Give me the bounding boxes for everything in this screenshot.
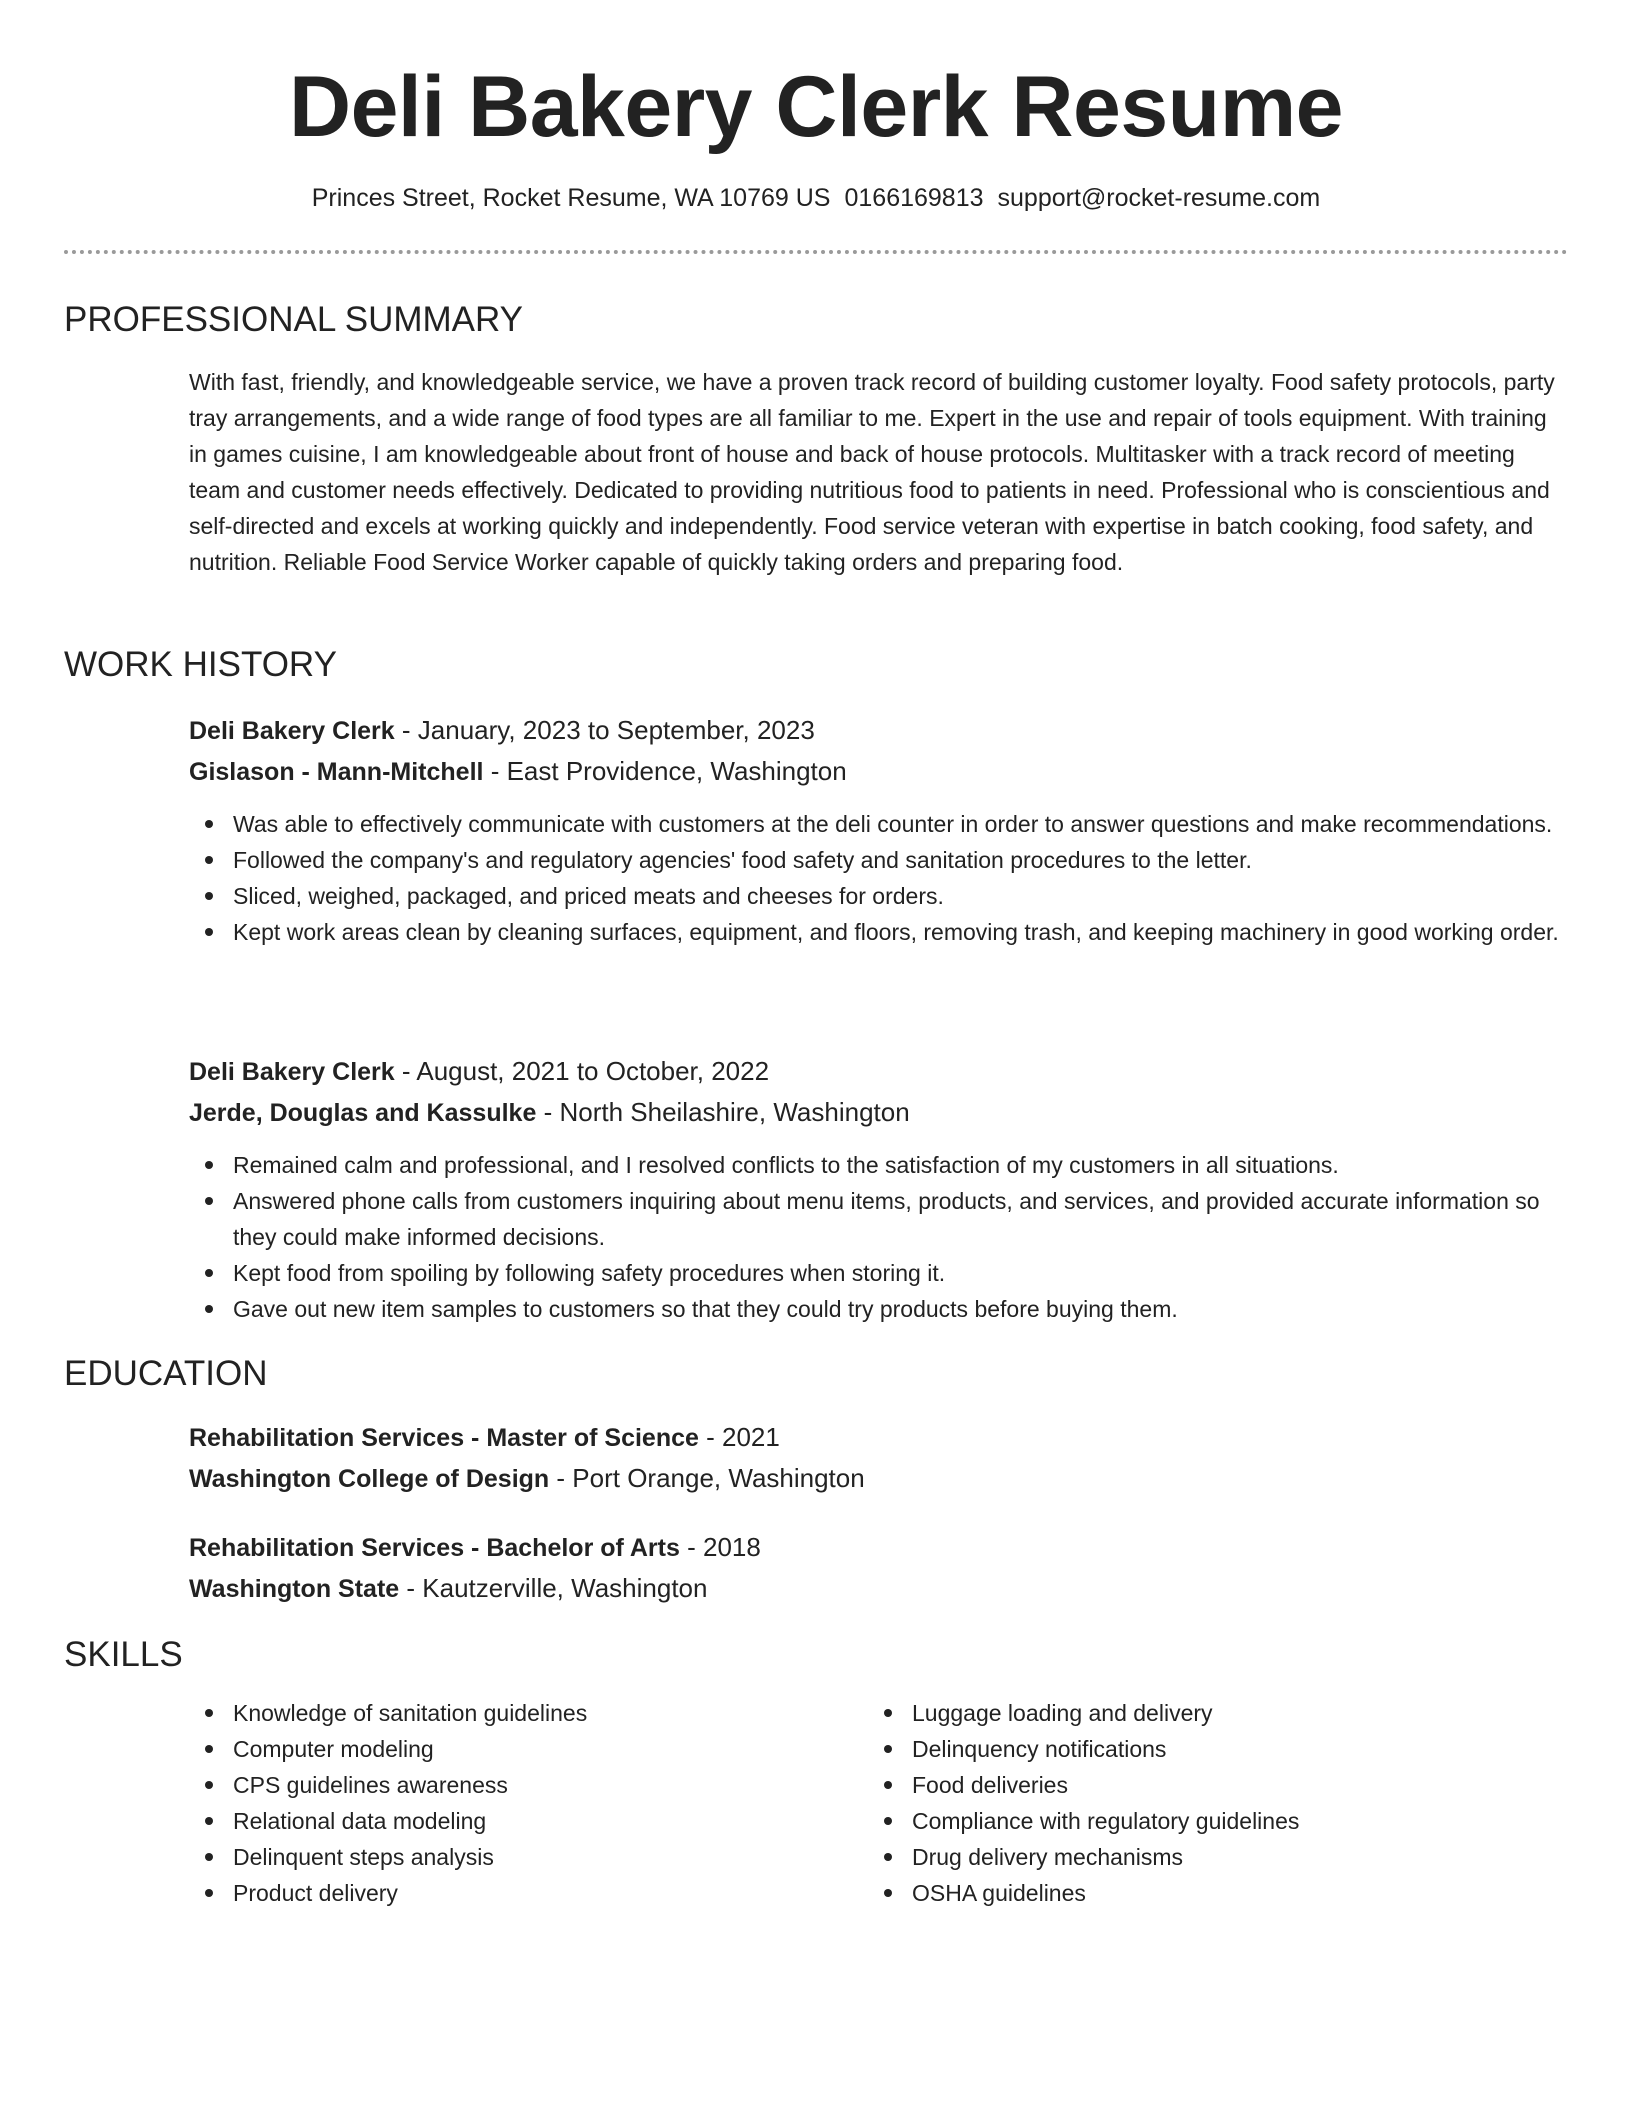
job-bullets xyxy=(189,806,1569,950)
summary-text: With fast, friendly, and knowledgeable service, we have a proven track record of building customer loyalty. Food safety protocols, party tray arrangements, and a wide range of food types are all familiar to me. Expert in the use and repair of tools equipment. With training in games cuisine, I am knowledgeable about front of house and back of house protocols. Multitasker with a track record of meeting team and customer needs effectively. Dedicated to providing nutritious food to patients in need. Professional who is conscientious and self-directed and excels at working quickly and independently. Food service veteran with expertise in batch cooking, food safety, and nutrition. Reliable Food Service Worker capable of quickly taking orders and preparing food. xyxy=(189,369,1555,575)
job-bullet: Kept food from spoiling by following safety procedures when storing it. xyxy=(189,1255,1569,1291)
skill-item: Computer modeling xyxy=(189,1731,829,1767)
job-title-line xyxy=(189,1051,1569,1092)
education-location: - Kautzerville, Washington xyxy=(399,1573,708,1603)
education-school: Washington College of Design xyxy=(189,1465,550,1493)
job-company: Gislason - Mann-Mitchell xyxy=(189,758,484,786)
job-bullet: Sliced, weighed, packaged, and priced meats and cheeses for orders. xyxy=(189,878,1569,914)
job-bullet: Kept work areas clean by cleaning surfaces, equipment, and floors, removing trash, and keeping machinery in good working order. xyxy=(189,914,1569,950)
job-bullet: Followed the company's and regulatory agencies' food safety and sanitation procedures to the letter. xyxy=(189,842,1569,878)
job-bullets xyxy=(189,1147,1569,1327)
job-company: Jerde, Douglas and Kassulke xyxy=(189,1099,537,1127)
job-title-line xyxy=(189,710,1569,751)
skill-item: Luggage loading and delivery xyxy=(868,1695,1508,1731)
skill-item: CPS guidelines awareness xyxy=(189,1767,829,1803)
job-bullet: Answered phone calls from customers inquiring about menu items, products, and services, and provided accurate information so they could make informed decisions. xyxy=(189,1183,1569,1255)
skill-item: Drug delivery mechanisms xyxy=(868,1839,1508,1875)
skills-column-right xyxy=(868,1695,1508,1911)
skill-item: Compliance with regulatory guidelines xyxy=(868,1803,1508,1839)
skills-list xyxy=(868,1695,1508,1911)
contact-address: Princes Street, Rocket Resume, WA 10769 US xyxy=(311,184,831,212)
work-history-heading: WORK HISTORY xyxy=(64,645,337,684)
job-entry xyxy=(189,710,1569,950)
education-heading: EDUCATION xyxy=(64,1354,268,1393)
education-year: - 2021 xyxy=(698,1422,780,1452)
contact-info xyxy=(0,180,1632,216)
job-title: Deli Bakery Clerk xyxy=(189,717,395,745)
education-degree: Rehabilitation Services - Bachelor of Arts xyxy=(189,1534,680,1562)
skill-item: Food deliveries xyxy=(868,1767,1508,1803)
education-degree-line xyxy=(189,1417,1569,1458)
skill-item: Product delivery xyxy=(189,1875,829,1911)
job-entry xyxy=(189,1051,1569,1327)
job-bullet: Gave out new item samples to customers so that they could try products before buying them. xyxy=(189,1291,1569,1327)
education-entry xyxy=(189,1527,1569,1609)
education-school-line xyxy=(189,1458,1569,1499)
job-location: - North Sheilashire, Washington xyxy=(536,1097,910,1127)
summary-section xyxy=(189,364,1569,580)
contact-phone: 0166169813 xyxy=(844,184,984,212)
job-title: Deli Bakery Clerk xyxy=(189,1058,395,1086)
education-degree-line xyxy=(189,1527,1569,1568)
summary-heading: PROFESSIONAL SUMMARY xyxy=(64,300,523,339)
job-company-line xyxy=(189,751,1569,792)
education-location: - Port Orange, Washington xyxy=(549,1463,865,1493)
job-dates: - January, 2023 to September, 2023 xyxy=(394,715,815,745)
header-divider xyxy=(64,250,1568,254)
skill-item: Knowledge of sanitation guidelines xyxy=(189,1695,829,1731)
education-degree: Rehabilitation Services - Master of Science xyxy=(189,1424,699,1452)
skill-item: Delinquency notifications xyxy=(868,1731,1508,1767)
education-school-line xyxy=(189,1568,1569,1609)
skill-item: Relational data modeling xyxy=(189,1803,829,1839)
contact-email: support@rocket-resume.com xyxy=(997,184,1321,212)
skills-list xyxy=(189,1695,829,1911)
job-dates: - August, 2021 to October, 2022 xyxy=(394,1056,770,1086)
skill-item: OSHA guidelines xyxy=(868,1875,1508,1911)
page-title: Deli Bakery Clerk Resume xyxy=(288,59,1343,155)
job-bullet: Was able to effectively communicate with customers at the deli counter in order to answer questions and make recommendations. xyxy=(189,806,1569,842)
skills-column-left xyxy=(189,1695,829,1911)
education-entry xyxy=(189,1417,1569,1499)
skill-item: Delinquent steps analysis xyxy=(189,1839,829,1875)
skills-heading: SKILLS xyxy=(64,1635,183,1674)
job-location: - East Providence, Washington xyxy=(483,756,847,786)
job-bullet: Remained calm and professional, and I resolved conflicts to the satisfaction of my customers in all situations. xyxy=(189,1147,1569,1183)
job-company-line xyxy=(189,1092,1569,1133)
education-year: - 2018 xyxy=(679,1532,761,1562)
education-school: Washington State xyxy=(189,1575,400,1603)
